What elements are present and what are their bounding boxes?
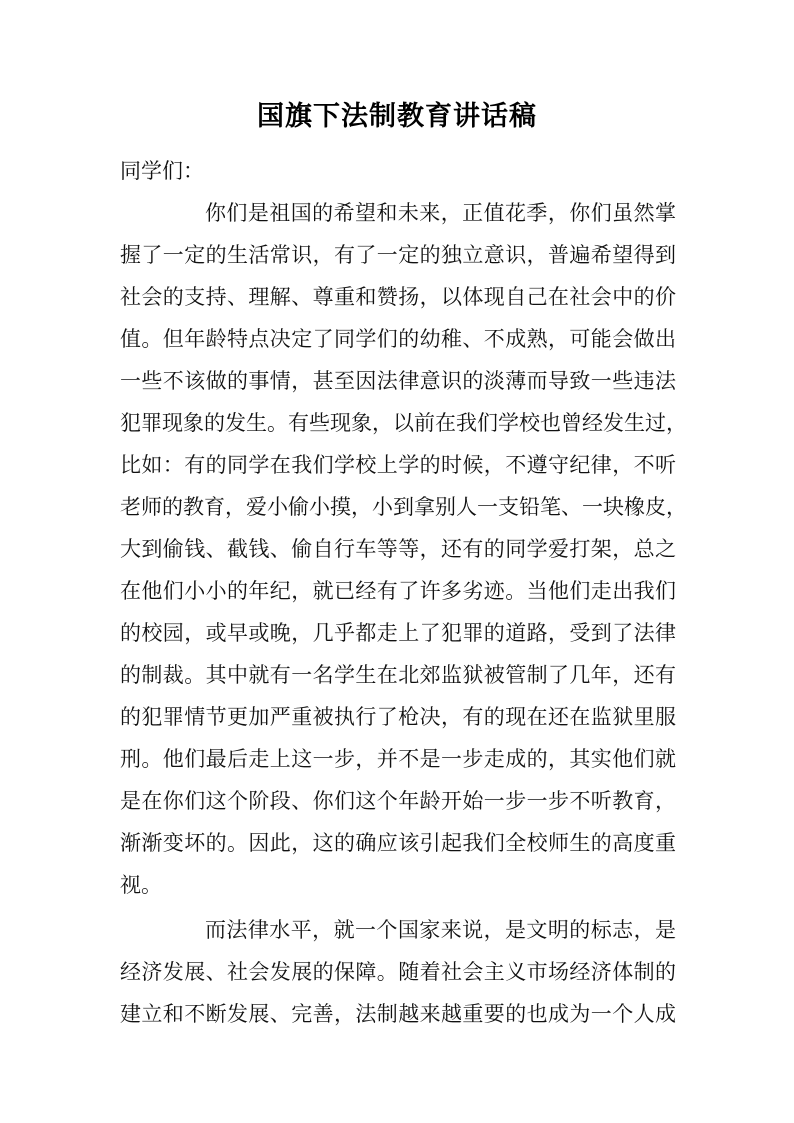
document-body [120,150,687,1035]
text-line: 握了一定的生活常识，有了一定的独立意识，普遍希望得到 [120,243,676,267]
text-line: 刑。他们最后走上这一步，并不是一步走成的，其实他们就 [120,747,676,771]
text-line: 经济发展、社会发展的保障。随着社会主义市场经济体制的 [120,960,676,984]
text-line: 值。但年龄特点决定了同学们的幼稚、不成熟，可能会做出 [120,327,676,351]
text-line: 比如：有的同学在我们学校上学的时候，不遵守纪律，不听 [120,453,676,477]
paragraph-2 [120,909,676,1035]
text-line: 的校园，或早或晚，几乎都走上了犯罪的道路，受到了法律 [120,621,676,645]
text-line: 老师的教育，爱小偷小摸，小到拿别人一支铅笔、一块橡皮， [120,495,687,519]
text-line: 建立和不断发展、完善，法制越来越重要的也成为一个人成 [120,1002,676,1026]
document-title: 国旗下法制教育讲话稿 [257,101,537,132]
text-line: 大到偷钱、截钱、偷自行车等等，还有的同学爱打架，总之 [120,537,676,561]
text-line: 渐渐变坏的。因此，这的确应该引起我们全校师生的高度重 [120,831,676,855]
text-line: 是在你们这个阶段、你们这个年龄开始一步一步不听教育， [120,789,676,813]
salutation: 同学们： [120,159,204,183]
text-line: 的犯罪情节更加严重被执行了枪决，有的现在还在监狱里服 [120,705,676,729]
text-line: 犯罪现象的发生。有些现象，以前在我们学校也曾经发生过， [120,411,687,435]
text-line: 的制裁。其中就有一名学生在北郊监狱被管制了几年，还有 [120,663,676,687]
paragraph-1 [120,192,687,906]
text-line: 在他们小小的年纪，就已经有了许多劣迹。当他们走出我们 [120,579,676,603]
text-line: 一些不该做的事情，甚至因法律意识的淡薄而导致一些违法 [120,369,676,393]
text-line: 视。 [120,873,162,897]
text-line: 你们是祖国的希望和未来，正值花季，你们虽然掌 [205,201,676,225]
text-line: 而法律水平，就一个国家来说，是文明的标志，是 [205,918,676,942]
text-line: 社会的支持、理解、尊重和赞扬，以体现自己在社会中的价 [120,285,676,309]
